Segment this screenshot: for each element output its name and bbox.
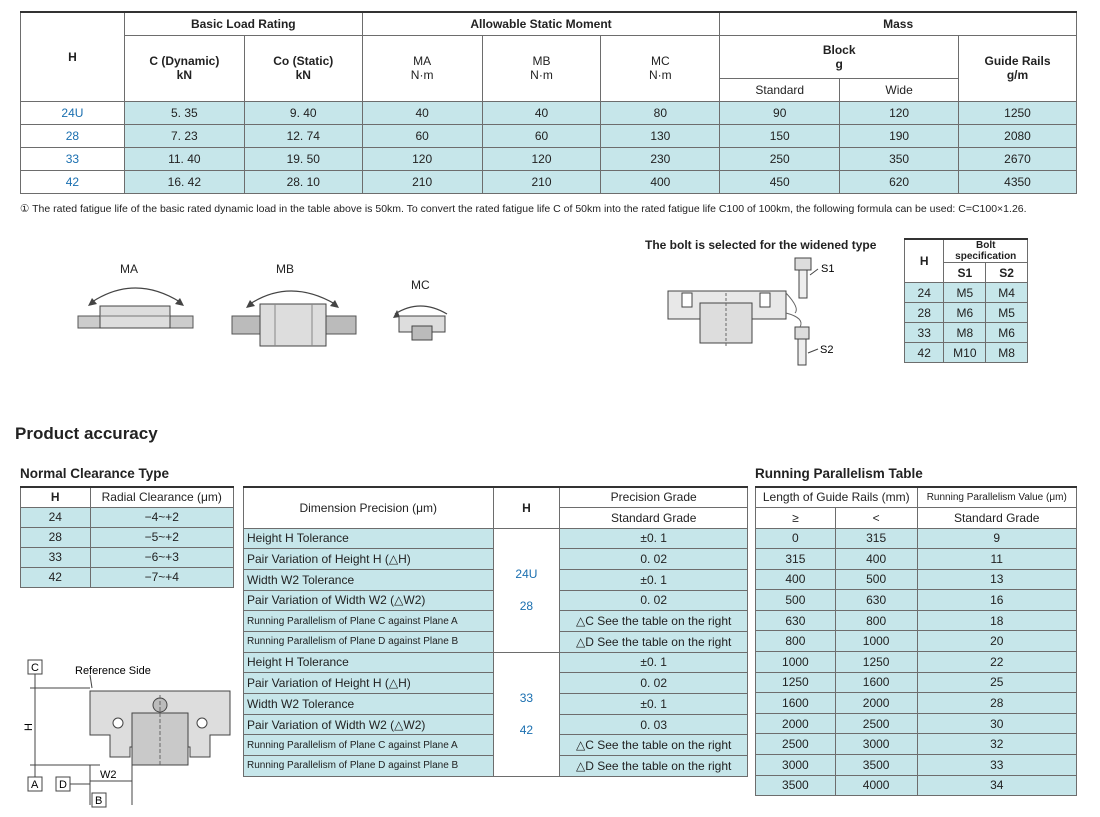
clearance-table [20, 486, 234, 588]
parallelism-to-cell: 1250 [835, 652, 917, 673]
precision-value-cell: 0. 02 [560, 590, 748, 611]
mass-header: Mass [720, 12, 1077, 35]
parallelism-value-cell: 16 [917, 590, 1077, 611]
load-mb-cell: 210 [482, 170, 601, 193]
bolt-table [904, 238, 1028, 363]
parallelism-value-cell: 30 [917, 713, 1077, 734]
precision-value-cell: △D See the table on the right [560, 631, 748, 652]
parallelism-value-cell: 28 [917, 693, 1077, 714]
parallelism-value-cell: 20 [917, 631, 1077, 652]
clearance-row [21, 527, 234, 547]
parallelism-standard-header: Standard Grade [917, 507, 1077, 528]
mc-block-icon [385, 290, 465, 355]
precision-dimension-cell: Running Parallelism of Plane C against Plane A [244, 735, 494, 756]
co-header: Co (Static) kN [244, 35, 362, 101]
precision-dimension-cell: Running Parallelism of Plane D against Plane B [244, 631, 494, 652]
parallelism-row [756, 631, 1077, 652]
bolt-s1-cell: M5 [944, 283, 986, 303]
bolt-row [905, 303, 1028, 323]
parallelism-from-cell: 630 [756, 610, 836, 631]
parallelism-row [756, 734, 1077, 755]
parallelism-row [756, 693, 1077, 714]
load-rail-cell: 4350 [959, 170, 1077, 193]
bolt-s1-cell: M6 [944, 303, 986, 323]
precision-h-value: 42 [519, 723, 534, 738]
precision-standard-header: Standard Grade [560, 507, 748, 528]
load-mb-cell: 60 [482, 124, 601, 147]
precision-dimension-cell: Pair Variation of Height H (△H) [244, 549, 494, 570]
parallelism-to-cell: 1600 [835, 672, 917, 693]
load-wide-cell: 620 [840, 170, 959, 193]
load-mb-cell: 120 [482, 147, 601, 170]
parallelism-value-cell: 13 [917, 569, 1077, 590]
precision-table [243, 486, 748, 777]
precision-value-cell: ±0. 1 [560, 694, 748, 715]
parallelism-to-cell: 2500 [835, 713, 917, 734]
parallelism-to-cell: 500 [835, 569, 917, 590]
parallelism-to-cell: 4000 [835, 775, 917, 796]
wide-header: Wide [840, 78, 959, 101]
h-dim-label: H [23, 723, 35, 731]
clearance-h-cell: 42 [21, 567, 91, 587]
parallelism-value-cell: 22 [917, 652, 1077, 673]
load-co-cell: 28. 10 [244, 170, 362, 193]
bolt-s2-cell: M6 [986, 323, 1028, 343]
plane-c-label: C [31, 662, 39, 674]
parallelism-to-cell: 2000 [835, 693, 917, 714]
parallelism-from-cell: 315 [756, 549, 836, 570]
load-std-cell: 250 [720, 147, 840, 170]
s1-diagram-label: S1 [821, 263, 835, 275]
load-wide-cell: 350 [840, 147, 959, 170]
row-h-cell: 28 [21, 124, 125, 147]
clearance-value-cell: −5~+2 [90, 527, 233, 547]
load-wide-cell: 190 [840, 124, 959, 147]
row-h-cell: 24U [21, 101, 125, 124]
bolt-s2-header: S2 [986, 263, 1028, 283]
parallelism-row [756, 590, 1077, 611]
load-ma-cell: 60 [362, 124, 482, 147]
load-row [21, 101, 1077, 124]
parallelism-row [756, 672, 1077, 693]
parallelism-from-cell: 0 [756, 528, 836, 549]
load-mc-cell: 230 [601, 147, 720, 170]
load-ma-cell: 40 [362, 101, 482, 124]
parallelism-row [756, 569, 1077, 590]
parallelism-value-cell: 32 [917, 734, 1077, 755]
parallelism-from-cell: 1250 [756, 672, 836, 693]
load-rail-cell: 1250 [959, 101, 1077, 124]
load-co-cell: 12. 74 [244, 124, 362, 147]
plane-a-label: A [31, 779, 39, 791]
plane-d-label: D [59, 779, 67, 791]
parallelism-value-header: Running Parallelism Value (μm) [917, 487, 1077, 507]
precision-dimension-cell: Running Parallelism of Plane C against Plane A [244, 611, 494, 632]
load-co-cell: 19. 50 [244, 147, 362, 170]
dim-precision-header: Dimension Precision (μm) [244, 487, 494, 528]
precision-value-cell: ±0. 1 [560, 528, 748, 549]
load-std-cell: 150 [720, 124, 840, 147]
clearance-value-cell: −4~+2 [90, 507, 233, 527]
load-mc-cell: 130 [601, 124, 720, 147]
parallelism-value-cell: 34 [917, 775, 1077, 796]
clearance-value-cell: −7~+4 [90, 567, 233, 587]
moment-header: Allowable Static Moment [362, 12, 720, 35]
parallelism-value-cell: 33 [917, 755, 1077, 776]
reference-side-label: Reference Side [75, 665, 151, 677]
mc-label: MC [411, 278, 430, 292]
parallelism-from-cell: 1600 [756, 693, 836, 714]
clearance-row [21, 507, 234, 527]
precision-dimension-cell: Pair Variation of Width W2 (△W2) [244, 590, 494, 611]
parallelism-to-cell: 3500 [835, 755, 917, 776]
bolt-h-header: H [905, 239, 944, 283]
clearance-h-cell: 33 [21, 547, 91, 567]
load-c-cell: 7. 23 [124, 124, 244, 147]
parallelism-from-cell: 1000 [756, 652, 836, 673]
parallelism-row [756, 610, 1077, 631]
parallelism-value-cell: 18 [917, 610, 1077, 631]
c-header: C (Dynamic) kN [124, 35, 244, 101]
accuracy-title: Product accuracy [15, 424, 158, 443]
parallelism-value-cell: 11 [917, 549, 1077, 570]
block-header: Block g [720, 35, 959, 78]
clearance-title: Normal Clearance Type [20, 466, 170, 481]
bolt-h-cell: 24 [905, 283, 944, 303]
precision-value-cell: △C See the table on the right [560, 611, 748, 632]
load-rail-cell: 2080 [959, 124, 1077, 147]
bolt-s2-cell: M4 [986, 283, 1028, 303]
parallelism-row [756, 755, 1077, 776]
bolt-row [905, 323, 1028, 343]
precision-dimension-cell: Running Parallelism of Plane D against Plane B [244, 756, 494, 777]
load-std-cell: 90 [720, 101, 840, 124]
precision-h-group-cell [493, 652, 560, 776]
load-mc-cell: 80 [601, 101, 720, 124]
ge-header: ≥ [756, 507, 836, 528]
precision-value-cell: 0. 03 [560, 714, 748, 735]
w2-dim-label: W2 [100, 769, 117, 781]
bolt-h-cell: 28 [905, 303, 944, 323]
standard-header: Standard [720, 78, 840, 101]
parallelism-to-cell: 3000 [835, 734, 917, 755]
parallelism-value-cell: 25 [917, 672, 1077, 693]
load-row [21, 147, 1077, 170]
parallelism-from-cell: 800 [756, 631, 836, 652]
precision-h-value: 28 [519, 599, 534, 614]
moment-mc-diagram [385, 275, 465, 355]
basic-load-header: Basic Load Rating [124, 12, 362, 35]
bolt-s2-cell: M8 [986, 343, 1028, 363]
clearance-row [21, 567, 234, 587]
ma-header: MA N·m [362, 35, 482, 101]
footnote: ① The rated fatigue life of the basic rated dynamic load in the table above is 50km. To convert the rated fatigue life C of 50km into the rated fatigue life C100 of 100km, the following formula can be used: C=C100×1.26. [20, 203, 1027, 215]
load-c-cell: 5. 35 [124, 101, 244, 124]
parallelism-from-cell: 500 [756, 590, 836, 611]
load-c-cell: 16. 42 [124, 170, 244, 193]
parallelism-to-cell: 315 [835, 528, 917, 549]
load-mb-cell: 40 [482, 101, 601, 124]
cross-section-diagram [20, 655, 250, 815]
mc-header: MC N·m [601, 35, 720, 101]
precision-dimension-cell: Pair Variation of Width W2 (△W2) [244, 714, 494, 735]
widened-block-bolt-diagram [660, 253, 860, 378]
plane-b-label: B [95, 795, 103, 807]
s2-diagram-label: S2 [820, 344, 834, 356]
precision-value-cell: 0. 02 [560, 549, 748, 570]
parallelism-from-cell: 3000 [756, 755, 836, 776]
precision-dimension-cell: Height H Tolerance [244, 528, 494, 549]
bolt-s1-cell: M8 [944, 323, 986, 343]
load-ma-cell: 120 [362, 147, 482, 170]
load-row [21, 170, 1077, 193]
rails-header: Guide Rails g/m [959, 35, 1077, 101]
mb-block-icon [230, 274, 360, 349]
load-mc-cell: 400 [601, 170, 720, 193]
parallelism-row [756, 549, 1077, 570]
bolt-h-cell: 33 [905, 323, 944, 343]
precision-h-header: H [493, 487, 560, 528]
precision-row [244, 652, 748, 673]
parallelism-to-cell: 1000 [835, 631, 917, 652]
precision-value-cell: ±0. 1 [560, 652, 748, 673]
bolt-row [905, 343, 1028, 363]
mb-header: MB N·m [482, 35, 601, 101]
ma-label: MA [120, 262, 138, 276]
load-wide-cell: 120 [840, 101, 959, 124]
bolt-spec-header: Bolt specification [944, 239, 1028, 263]
load-row [21, 124, 1077, 147]
parallelism-from-cell: 2000 [756, 713, 836, 734]
precision-grade-header: Precision Grade [560, 487, 748, 507]
load-rating-table [20, 11, 1077, 194]
parallelism-from-cell: 3500 [756, 775, 836, 796]
precision-dimension-cell: Width W2 Tolerance [244, 694, 494, 715]
precision-value-cell: ±0. 1 [560, 569, 748, 590]
clearance-h-header: H [21, 487, 91, 507]
parallelism-row [756, 652, 1077, 673]
load-c-cell: 11. 40 [124, 147, 244, 170]
precision-dimension-cell: Width W2 Tolerance [244, 569, 494, 590]
precision-row [244, 528, 748, 549]
parallelism-from-cell: 400 [756, 569, 836, 590]
precision-value-cell: △C See the table on the right [560, 735, 748, 756]
bolt-h-cell: 42 [905, 343, 944, 363]
h-header: H [21, 12, 125, 101]
bolt-title: The bolt is selected for the widened type [645, 238, 877, 252]
moment-ma-diagram [70, 262, 200, 342]
precision-h-group-cell [493, 528, 560, 652]
row-h-cell: 42 [21, 170, 125, 193]
bolt-s1-cell: M10 [944, 343, 986, 363]
parallelism-to-cell: 400 [835, 549, 917, 570]
parallelism-row [756, 713, 1077, 734]
mb-label: MB [276, 262, 294, 276]
load-rail-cell: 2670 [959, 147, 1077, 170]
precision-h-value: 33 [519, 691, 534, 706]
load-ma-cell: 210 [362, 170, 482, 193]
parallelism-row [756, 528, 1077, 549]
precision-h-value: 24U [515, 567, 538, 582]
parallelism-from-cell: 2500 [756, 734, 836, 755]
bolt-row [905, 283, 1028, 303]
load-co-cell: 9. 40 [244, 101, 362, 124]
precision-dimension-cell: Height H Tolerance [244, 652, 494, 673]
radial-clearance-header: Radial Clearance (μm) [90, 487, 233, 507]
clearance-value-cell: −6~+3 [90, 547, 233, 567]
ma-block-icon [70, 274, 200, 344]
clearance-h-cell: 24 [21, 507, 91, 527]
clearance-h-cell: 28 [21, 527, 91, 547]
bolt-s1-header: S1 [944, 263, 986, 283]
precision-value-cell: △D See the table on the right [560, 756, 748, 777]
moment-mb-diagram [230, 262, 360, 342]
clearance-row [21, 547, 234, 567]
precision-dimension-cell: Pair Variation of Height H (△H) [244, 673, 494, 694]
length-header: Length of Guide Rails (mm) [756, 487, 918, 507]
lt-header: < [835, 507, 917, 528]
parallelism-to-cell: 630 [835, 590, 917, 611]
parallelism-title: Running Parallelism Table [755, 466, 923, 481]
bolt-s2-cell: M5 [986, 303, 1028, 323]
parallelism-table [755, 486, 1077, 796]
parallelism-to-cell: 800 [835, 610, 917, 631]
precision-value-cell: 0. 02 [560, 673, 748, 694]
parallelism-value-cell: 9 [917, 528, 1077, 549]
load-std-cell: 450 [720, 170, 840, 193]
parallelism-row [756, 775, 1077, 796]
row-h-cell: 33 [21, 147, 125, 170]
